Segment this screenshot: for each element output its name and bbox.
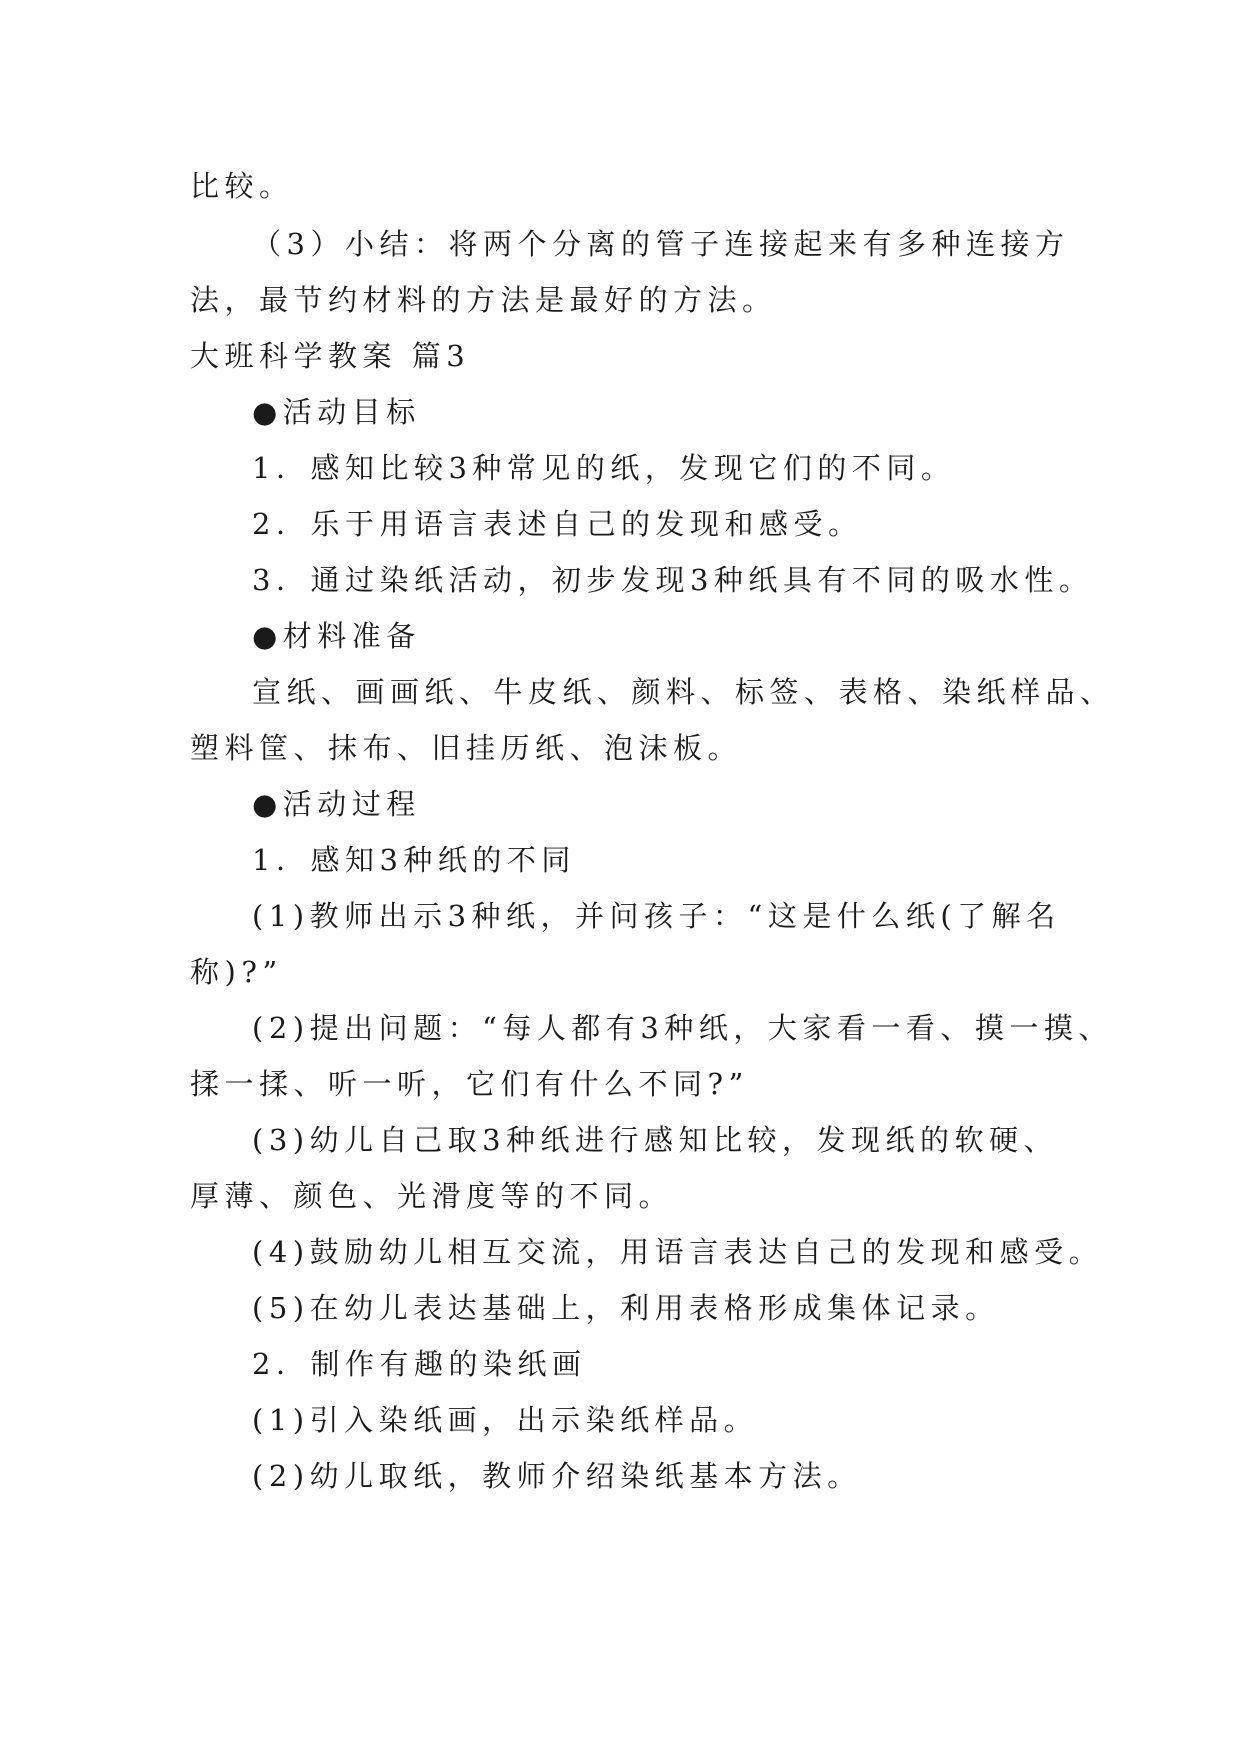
subheading-process: ●活动过程 — [252, 787, 421, 821]
paragraph-continuation: 比较。 — [190, 169, 294, 203]
subheading-activity-goals: ●活动目标 — [252, 395, 421, 429]
section-heading: 大班科学教案 篇3 — [190, 339, 471, 373]
process-step-1: 1．感知3种纸的不同 — [252, 843, 576, 877]
process-substep-1-1-continuation: 称)?” — [190, 955, 283, 989]
summary-paragraph-continuation: 法，最节约材料的方法是最好的方法。 — [190, 283, 777, 317]
process-substep-1-5: (5)在幼儿表达基础上，利用表格形成集体记录。 — [252, 1291, 1000, 1325]
process-substep-1-3: (3)幼儿自己取3种纸进行感知比较，发现纸的软硬、 — [252, 1123, 1059, 1157]
materials-list-continuation: 塑料筐、抹布、旧挂历纸、泡沫板。 — [190, 731, 743, 765]
goal-item-2: 2．乐于用语言表述自己的发现和感受。 — [252, 507, 863, 541]
goal-item-1: 1．感知比较3种常见的纸，发现它们的不同。 — [252, 451, 956, 485]
process-substep-2-2: (2)幼儿取纸，教师介绍染纸基本方法。 — [252, 1459, 862, 1493]
process-substep-1-4: (4)鼓励幼儿相互交流，用语言表达自己的发现和感受。 — [252, 1235, 1104, 1269]
materials-list: 宣纸、画画纸、牛皮纸、颜料、标签、表格、染纸样品、 — [252, 675, 1115, 709]
process-substep-2-1: (1)引入染纸画，出示染纸样品。 — [252, 1403, 759, 1437]
process-step-2: 2．制作有趣的染纸画 — [252, 1347, 587, 1381]
subheading-materials: ●材料准备 — [252, 619, 421, 653]
summary-paragraph: （3）小结：将两个分离的管子连接起来有多种连接方 — [252, 227, 1070, 261]
process-substep-1-3-continuation: 厚薄、颜色、光滑度等的不同。 — [190, 1179, 674, 1213]
process-substep-1-2-continuation: 揉一揉、听一听，它们有什么不同?” — [190, 1067, 749, 1101]
goal-item-3: 3．通过染纸活动，初步发现3种纸具有不同的吸水性。 — [252, 563, 1094, 597]
process-substep-1-1: (1)教师出示3种纸，并问孩子：“这是什么纸(了解名 — [252, 899, 1061, 933]
process-substep-1-2: (2)提出问题：“每人都有3种纸，大家看一看、摸一摸、 — [252, 1011, 1113, 1045]
